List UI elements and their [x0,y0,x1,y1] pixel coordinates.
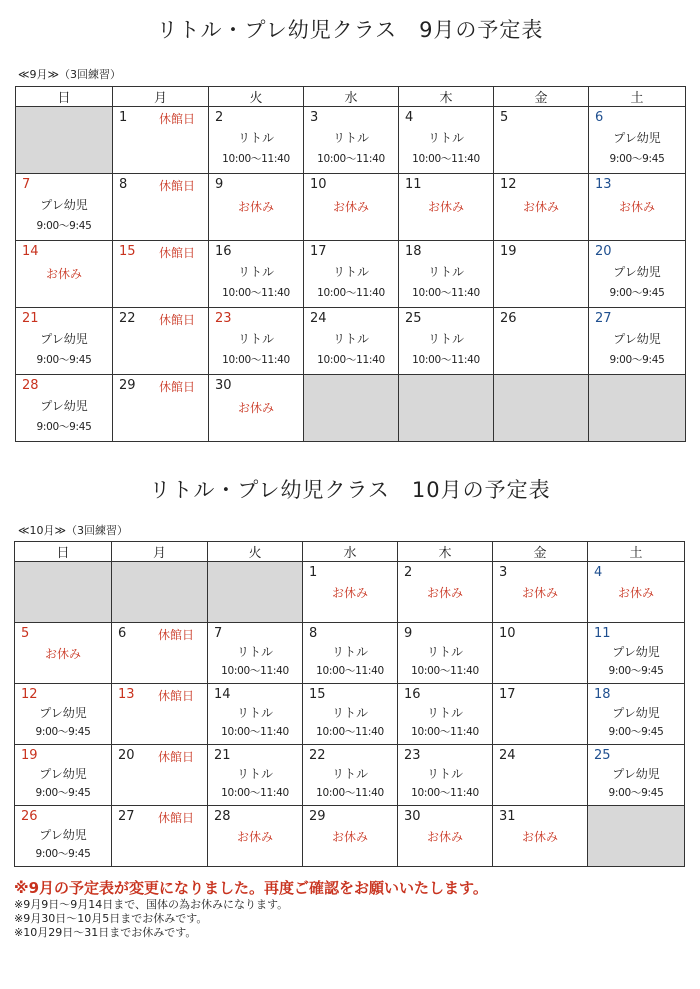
closed-label: 休館日 [159,246,196,260]
class-label: リトル [332,131,369,145]
day-number: 24 [310,311,327,326]
closed-label: 休館日 [158,750,195,764]
class-label: リトル [236,706,273,720]
day-cell [112,806,208,867]
holiday-label: お休み [427,200,464,214]
day-cell [209,107,304,174]
class-label: プレ幼児 [40,332,88,346]
day-cell [588,684,685,745]
day-cell [112,623,208,684]
day-cell [493,745,588,806]
empty-cell [304,375,399,442]
class-time: 10:00〜11:40 [412,287,480,299]
day-number: 5 [21,626,30,641]
day-number: 18 [594,687,611,702]
closed-label: 休館日 [159,112,196,126]
day-number: 13 [118,687,135,702]
day-cell [494,174,589,241]
day-cell [589,241,686,308]
september-calendar [15,86,686,442]
class-time: 10:00〜11:40 [412,153,480,165]
class-label: プレ幼児 [613,131,661,145]
day-cell [399,308,494,375]
day-cell [588,745,685,806]
class-time: 10:00〜11:40 [222,354,290,366]
class-time: 10:00〜11:40 [316,726,384,738]
class-label: リトル [332,332,369,346]
day-cell [208,745,303,806]
week-row [16,241,686,308]
class-time: 9:00〜9:45 [609,287,665,299]
week-row [15,562,685,623]
day-cell [112,745,208,806]
day-number: 27 [595,311,612,326]
day-cell [16,375,113,442]
note-line: ※9月9日〜9月14日まで、国体の為お休みになります。 [14,898,289,911]
day-number: 4 [405,110,414,125]
october-title: リトル・プレ幼児クラス 10月の予定表 [149,478,551,502]
day-cell [399,107,494,174]
day-cell [398,745,493,806]
holiday-label: お休み [426,830,463,844]
day-number: 8 [309,626,318,641]
day-number: 26 [500,311,517,326]
class-time: 9:00〜9:45 [36,421,92,433]
day-number: 9 [404,626,413,641]
class-label: リトル [237,131,274,145]
day-cell [208,806,303,867]
day-number: 6 [118,626,127,641]
class-time: 9:00〜9:45 [36,220,92,232]
class-label: リトル [237,265,274,279]
empty-cell [16,107,113,174]
day-number: 20 [118,748,135,763]
day-number: 18 [405,244,422,259]
day-number: 21 [22,311,39,326]
holiday-label: お休み [45,267,82,281]
day-cell [112,684,208,745]
day-cell [113,308,209,375]
day-number: 14 [214,687,231,702]
holiday-label: お休み [236,830,273,844]
day-cell [113,375,209,442]
day-number: 17 [310,244,327,259]
day-number: 16 [404,687,421,702]
day-number: 24 [499,748,516,763]
day-cell [208,623,303,684]
day-cell [304,241,399,308]
day-cell [303,684,398,745]
weekday-header: 木 [398,542,493,562]
week-row [15,745,685,806]
day-number: 1 [309,565,318,580]
holiday-label: お休み [521,830,558,844]
empty-cell [494,375,589,442]
day-number: 3 [310,110,319,125]
day-cell [588,623,685,684]
day-cell [494,107,589,174]
holiday-label: お休み [332,200,369,214]
class-label: プレ幼児 [612,645,660,659]
day-cell [589,174,686,241]
day-number: 11 [405,177,422,192]
class-label: プレ幼児 [612,706,660,720]
holiday-label: お休み [521,586,558,600]
notes [14,878,694,940]
weekday-header: 火 [208,542,303,562]
day-cell [303,562,398,623]
weekday-header: 水 [304,87,399,107]
week-row [16,174,686,241]
day-number: 17 [499,687,516,702]
day-number: 14 [22,244,39,259]
class-time: 10:00〜11:40 [221,665,289,677]
weekday-header: 月 [112,542,208,562]
day-number: 10 [499,626,516,641]
weekday-header: 土 [588,542,685,562]
class-label: リトル [331,706,368,720]
empty-cell [15,562,112,623]
week-row [16,107,686,174]
day-number: 7 [22,177,31,192]
day-cell [494,308,589,375]
day-number: 23 [215,311,232,326]
class-time: 10:00〜11:40 [411,787,479,799]
class-time: 9:00〜9:45 [35,787,91,799]
day-number: 6 [595,110,604,125]
class-time: 10:00〜11:40 [316,787,384,799]
day-cell [304,174,399,241]
class-time: 9:00〜9:45 [608,665,664,677]
october-calendar [14,541,685,867]
closed-label: 休館日 [158,689,195,703]
september-subtitle: ≪9月≫（3回練習） [18,68,122,81]
day-number: 11 [594,626,611,641]
class-label: プレ幼児 [40,198,88,212]
class-label: プレ幼児 [40,399,88,413]
day-number: 7 [214,626,223,641]
class-label: プレ幼児 [613,265,661,279]
note-line: ※9月30日〜10月5日までお休みです。 [14,912,208,925]
holiday-label: お休み [331,586,368,600]
day-cell [589,107,686,174]
day-number: 21 [214,748,231,763]
class-time: 10:00〜11:40 [317,287,385,299]
empty-cell [112,562,208,623]
day-number: 13 [595,177,612,192]
day-number: 19 [500,244,517,259]
class-time: 10:00〜11:40 [317,354,385,366]
day-cell [398,806,493,867]
day-cell [493,684,588,745]
day-cell [16,308,113,375]
week-row [16,375,686,442]
day-cell [209,375,304,442]
weekday-header: 月 [113,87,209,107]
day-cell [16,174,113,241]
day-cell [303,806,398,867]
day-number: 16 [215,244,232,259]
class-time: 9:00〜9:45 [608,726,664,738]
class-label: リトル [427,332,464,346]
class-time: 10:00〜11:40 [412,354,480,366]
holiday-label: お休み [44,647,81,661]
note-line: ※10月29日〜31日までお休みです。 [14,926,197,939]
day-cell [16,241,113,308]
day-cell [113,241,209,308]
holiday-label: お休み [617,586,654,600]
week-row [15,623,685,684]
class-label: リトル [427,131,464,145]
weekday-header: 水 [303,542,398,562]
day-number: 15 [119,244,136,259]
day-cell [209,174,304,241]
day-cell [493,806,588,867]
class-label: リトル [236,645,273,659]
day-number: 19 [21,748,38,763]
class-time: 10:00〜11:40 [316,665,384,677]
weekday-header: 日 [16,87,113,107]
day-number: 25 [594,748,611,763]
day-cell [398,623,493,684]
change-notice: ※9月の予定表が変更になりました。再度ご確認をお願いいたします。 [14,879,488,897]
day-number: 28 [22,378,39,393]
day-cell [398,562,493,623]
class-time: 9:00〜9:45 [35,726,91,738]
day-number: 20 [595,244,612,259]
day-cell [15,806,112,867]
class-time: 10:00〜11:40 [411,665,479,677]
day-cell [15,684,112,745]
class-time: 10:00〜11:40 [222,153,290,165]
closed-label: 休館日 [158,811,195,825]
holiday-label: お休み [237,200,274,214]
day-number: 4 [594,565,603,580]
day-cell [208,684,303,745]
day-number: 12 [500,177,517,192]
weekday-header: 木 [399,87,494,107]
day-number: 2 [404,565,413,580]
holiday-label: お休み [237,401,274,415]
day-number: 30 [404,809,421,824]
day-number: 25 [405,311,422,326]
class-label: リトル [426,706,463,720]
weekday-header: 土 [589,87,686,107]
empty-cell [589,375,686,442]
day-cell [113,107,209,174]
class-time: 10:00〜11:40 [221,787,289,799]
day-number: 31 [499,809,516,824]
weekday-header: 金 [493,542,588,562]
class-label: リトル [332,265,369,279]
holiday-label: お休み [618,200,655,214]
day-cell [303,623,398,684]
day-cell [493,562,588,623]
day-number: 22 [309,748,326,763]
day-cell [398,684,493,745]
day-cell [493,623,588,684]
class-label: リトル [331,645,368,659]
day-number: 29 [119,378,136,393]
day-cell [15,623,112,684]
day-cell [399,241,494,308]
week-row [15,806,685,867]
class-label: リトル [237,332,274,346]
class-label: プレ幼児 [612,767,660,781]
day-number: 8 [119,177,128,192]
class-label: リトル [426,767,463,781]
empty-cell [588,806,685,867]
class-label: リトル [331,767,368,781]
empty-cell [208,562,303,623]
day-number: 2 [215,110,224,125]
class-time: 9:00〜9:45 [609,354,665,366]
closed-label: 休館日 [159,179,196,193]
day-cell [589,308,686,375]
day-cell [304,308,399,375]
empty-cell [399,375,494,442]
class-label: リトル [426,645,463,659]
day-number: 28 [214,809,231,824]
day-cell [209,308,304,375]
holiday-label: お休み [522,200,559,214]
day-number: 29 [309,809,326,824]
class-label: プレ幼児 [39,767,87,781]
day-number: 23 [404,748,421,763]
class-label: リトル [427,265,464,279]
class-time: 10:00〜11:40 [317,153,385,165]
class-time: 9:00〜9:45 [35,848,91,860]
weekday-header: 火 [209,87,304,107]
weekday-header: 日 [15,542,112,562]
week-row [16,308,686,375]
class-time: 9:00〜9:45 [608,787,664,799]
class-time: 10:00〜11:40 [221,726,289,738]
october-subtitle: ≪10月≫（3回練習） [18,524,129,537]
week-row [15,684,685,745]
day-number: 3 [499,565,508,580]
closed-label: 休館日 [159,313,196,327]
september-title: リトル・プレ幼児クラス 9月の予定表 [156,18,544,42]
class-label: プレ幼児 [613,332,661,346]
closed-label: 休館日 [159,380,196,394]
class-label: プレ幼児 [39,828,87,842]
holiday-label: お休み [331,830,368,844]
day-number: 1 [119,110,128,125]
class-time: 10:00〜11:40 [411,726,479,738]
day-number: 10 [310,177,327,192]
day-number: 22 [119,311,136,326]
day-number: 26 [21,809,38,824]
class-time: 10:00〜11:40 [222,287,290,299]
day-cell [494,241,589,308]
day-cell [15,745,112,806]
class-label: リトル [236,767,273,781]
day-number: 15 [309,687,326,702]
day-cell [588,562,685,623]
holiday-label: お休み [426,586,463,600]
day-cell [399,174,494,241]
day-number: 5 [500,110,509,125]
day-number: 9 [215,177,224,192]
day-cell [209,241,304,308]
weekday-header: 金 [494,87,589,107]
class-time: 9:00〜9:45 [609,153,665,165]
day-number: 12 [21,687,38,702]
class-time: 9:00〜9:45 [36,354,92,366]
class-label: プレ幼児 [39,706,87,720]
day-cell [304,107,399,174]
closed-label: 休館日 [158,628,195,642]
day-cell [113,174,209,241]
day-number: 30 [215,378,232,393]
day-number: 27 [118,809,135,824]
day-cell [303,745,398,806]
